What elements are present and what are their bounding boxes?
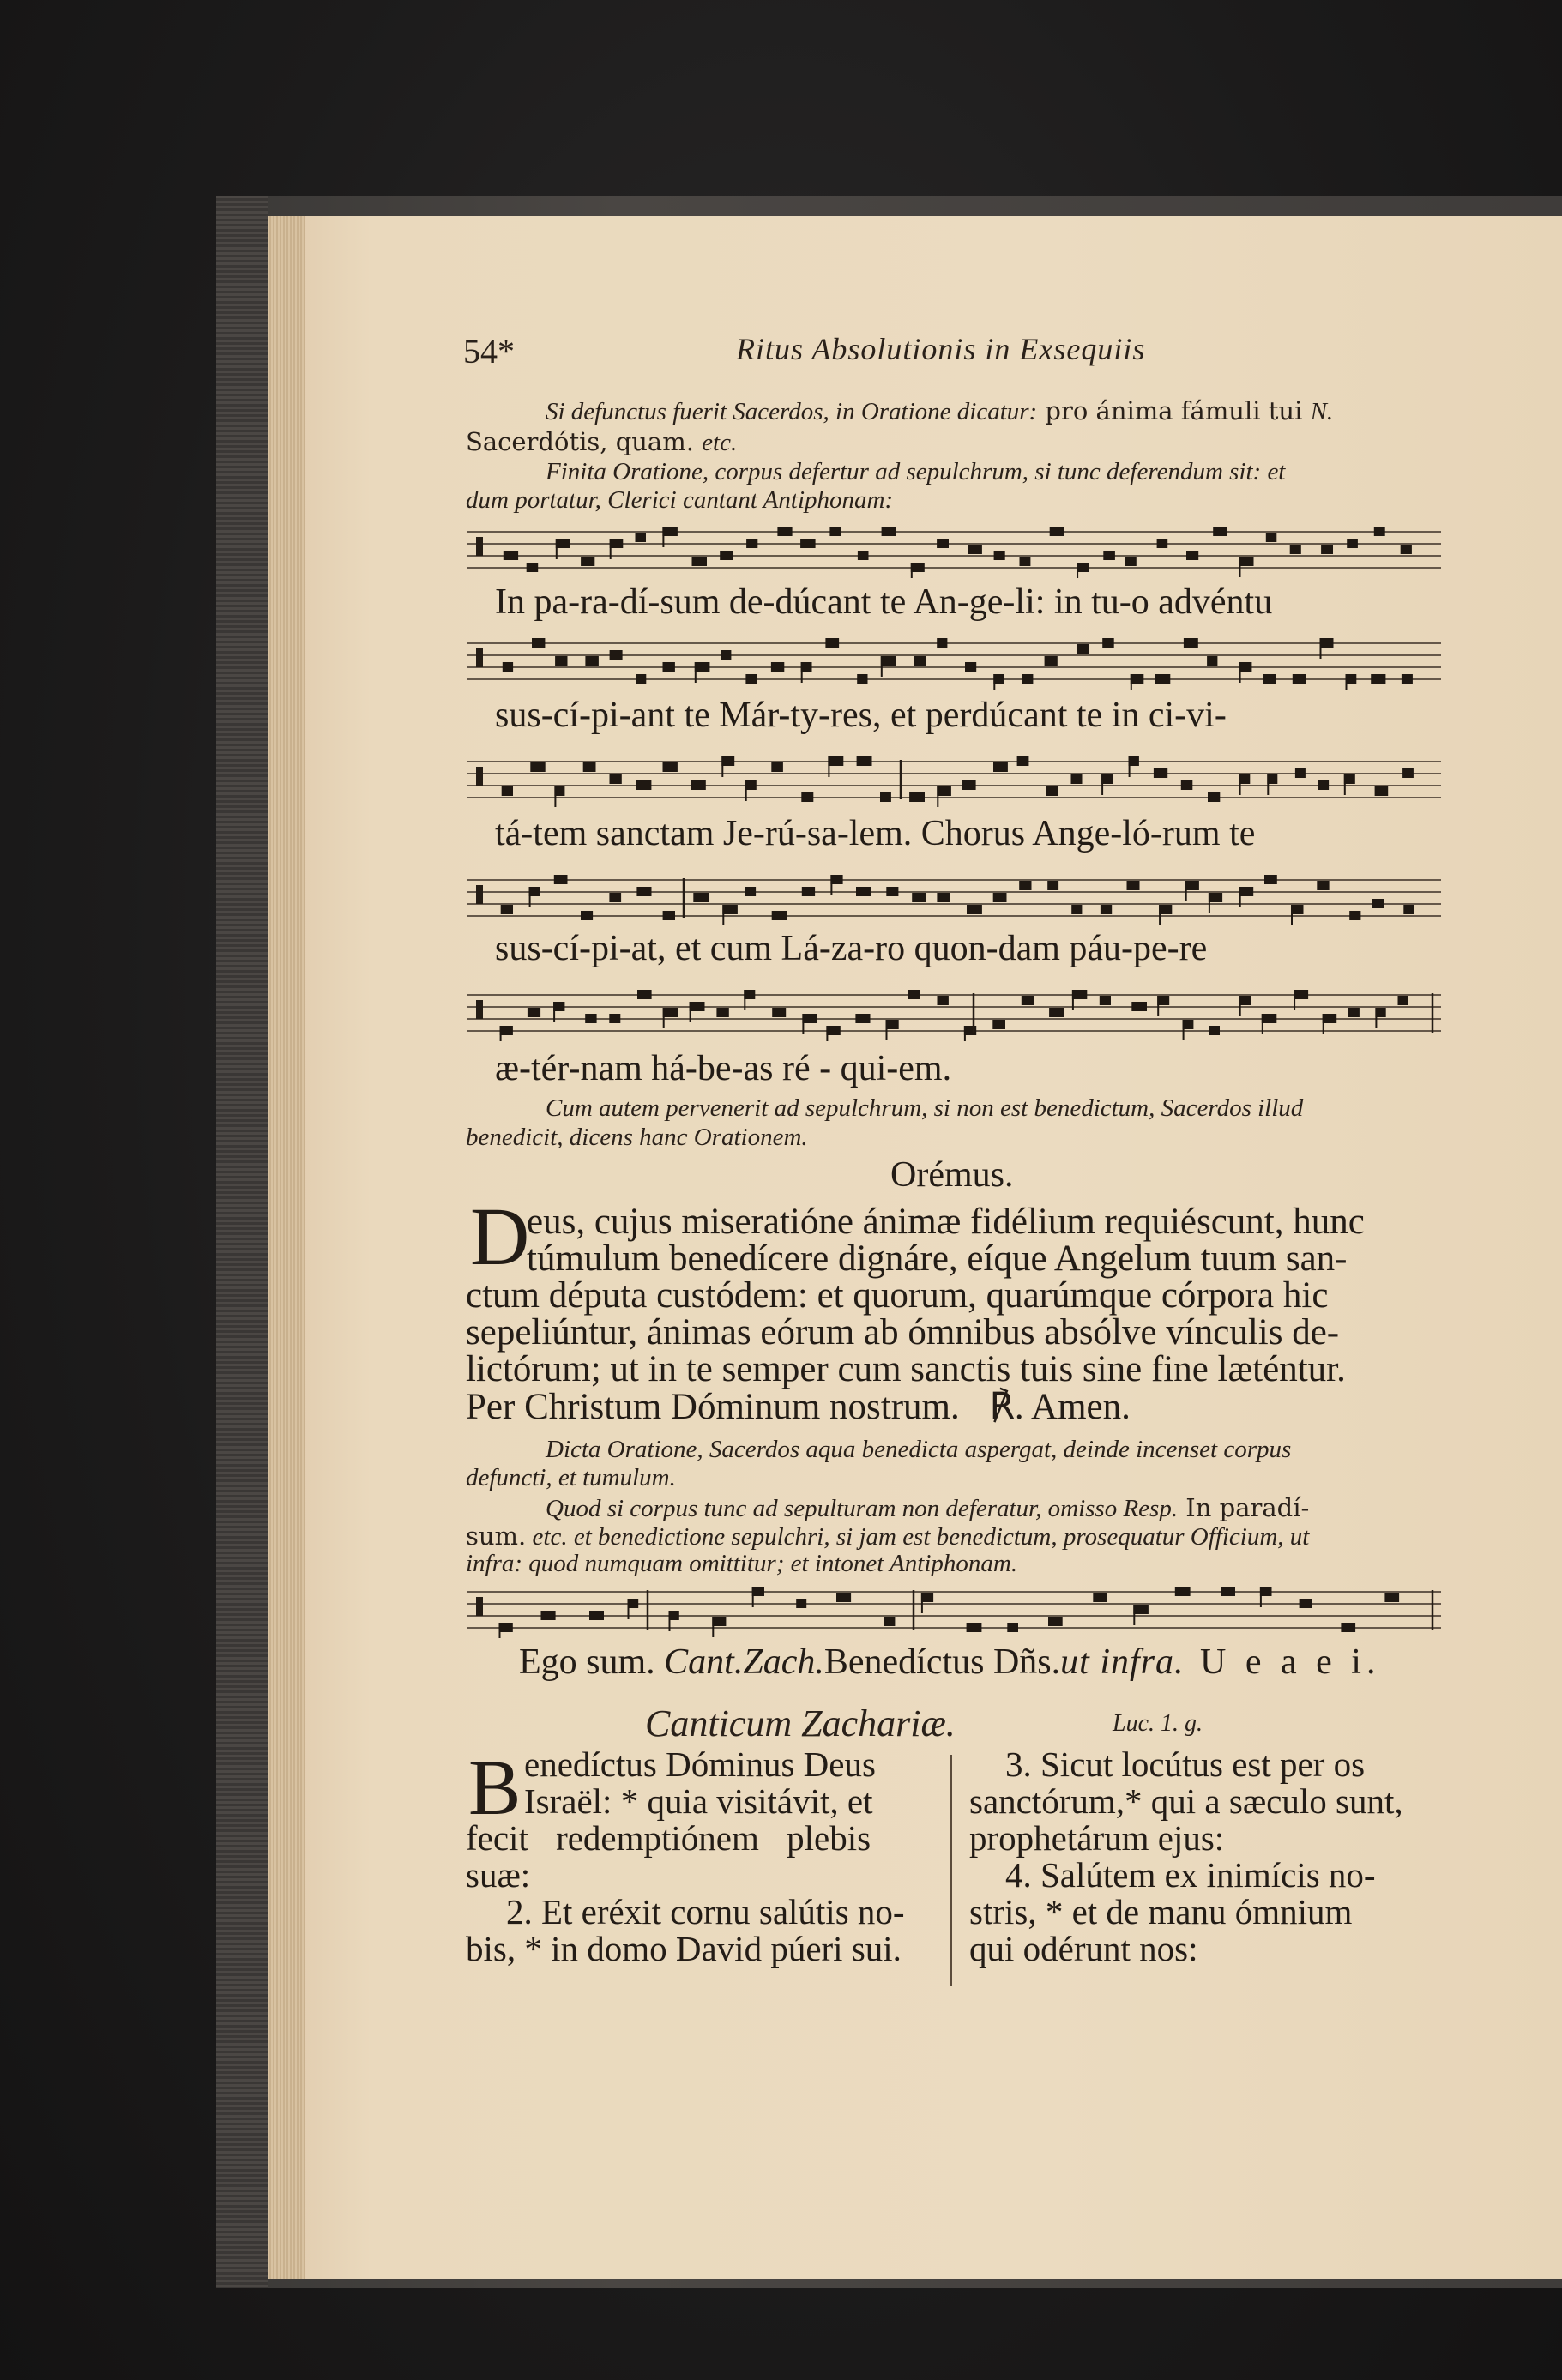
neume — [500, 1026, 513, 1035]
rubric-4-line1: Dicta Oratione, Sacerdos aqua benedicta aspergat, deinde incenset corpus — [546, 1436, 1292, 1463]
neume — [663, 911, 675, 920]
neume — [555, 656, 567, 666]
neume — [692, 557, 708, 566]
prayer-line-6 — [466, 1385, 1131, 1428]
canticle-right-2: sanctórum,* qui a sæculo sunt, — [969, 1781, 1403, 1821]
neume — [1290, 545, 1301, 554]
neume — [914, 656, 926, 666]
neume — [1401, 545, 1412, 554]
neume — [1077, 563, 1089, 572]
neume — [721, 756, 734, 766]
neume — [1239, 662, 1252, 672]
neume — [1398, 996, 1408, 1005]
neume — [1175, 1587, 1191, 1596]
neume — [1374, 527, 1385, 536]
rubric-5-line1 — [546, 1493, 1309, 1523]
neume — [636, 780, 652, 790]
antiphon-cant-zach: Cant.Zach. — [664, 1642, 824, 1682]
canticle-left-3: fecit redemptiónem plebis — [466, 1818, 871, 1858]
clef-mark — [476, 1597, 483, 1616]
neume — [585, 1014, 596, 1023]
neume — [1295, 768, 1306, 778]
clef-mark — [476, 767, 483, 786]
neume — [1022, 996, 1034, 1005]
neume — [1239, 557, 1254, 566]
neume — [636, 533, 647, 542]
neume — [1293, 674, 1306, 684]
neume — [938, 996, 949, 1005]
antiphon-benedictus: Benedíctus Dñs. — [823, 1642, 1061, 1682]
antiphon-ut-infra: ut infra. — [1060, 1642, 1185, 1682]
neume — [880, 792, 891, 802]
neume — [662, 527, 678, 536]
neume — [911, 563, 925, 572]
neume — [1291, 905, 1304, 914]
neume — [1294, 990, 1308, 999]
neume — [1127, 881, 1140, 890]
clef-mark — [476, 648, 483, 667]
rubric-3-line2: benedicit, dicens hanc Orationem. — [466, 1124, 808, 1151]
neume — [1047, 881, 1058, 890]
neume — [1262, 1014, 1277, 1023]
neume — [1321, 545, 1333, 554]
neume — [772, 1008, 786, 1017]
neume — [858, 551, 869, 560]
neume — [1320, 638, 1334, 648]
rubric-5-line2-italic: etc. et benedictione sepulchri, si jam est benedictum, prosequatur Officium, ut — [526, 1523, 1310, 1551]
neume — [1184, 638, 1198, 648]
neume — [1071, 774, 1083, 784]
neume — [886, 1020, 899, 1029]
neume — [501, 905, 513, 914]
neume — [720, 551, 733, 560]
neume — [636, 674, 646, 684]
neume — [921, 1593, 933, 1602]
chant-lyrics-2: sus-cí-pi-ant te Már-ty-res, et perdúcant te in ci-vi- — [495, 696, 1227, 735]
neume — [937, 786, 951, 796]
neume — [1022, 674, 1033, 684]
neume — [663, 662, 675, 672]
neume — [752, 1587, 764, 1596]
neume — [663, 1008, 678, 1017]
prayer-line-2: túmulum benedícere dignáre, eíque Angelum tuum san- — [527, 1238, 1348, 1279]
neume — [581, 911, 593, 920]
neume — [1101, 905, 1112, 914]
chant-staff-2 — [467, 636, 1441, 690]
neume — [1159, 905, 1172, 914]
canticle-left-5: 2. Et eréxit cornu salútis no- — [506, 1892, 905, 1931]
neume — [610, 539, 624, 548]
neume — [1072, 990, 1087, 999]
neume — [745, 887, 756, 896]
neume — [503, 662, 513, 672]
neume — [937, 638, 947, 648]
neume — [1100, 996, 1111, 1005]
oremus-heading: Orémus. — [890, 1155, 1014, 1195]
running-title: Ritus Absolutionis in Exsequiis — [736, 332, 1146, 366]
neume — [1300, 1599, 1312, 1608]
neume — [636, 887, 651, 896]
book-spine — [216, 196, 268, 2288]
neume — [937, 539, 949, 548]
neume — [745, 674, 757, 684]
neume — [829, 527, 841, 536]
neume — [967, 1623, 982, 1632]
neume — [1102, 638, 1114, 648]
neume — [993, 762, 1008, 772]
neume — [828, 756, 843, 766]
rubric-5-line1-italic: Quod si corpus tunc ad sepulturam non deferatur, omisso Resp. — [546, 1495, 1179, 1522]
rubric-3-line1: Cum autem pervenerit ad sepulchrum, si non est benedictum, Sacerdos illud — [546, 1094, 1304, 1122]
canticle-dropcap: B — [468, 1744, 522, 1831]
prayer-line-4: sepeliúntur, ánimas eórum ab ómnibus absólve vínculis de- — [466, 1312, 1340, 1353]
canticle-right-4: 4. Salútem ex inimícis no- — [1005, 1855, 1376, 1895]
rubric-2-line1: Finita Oratione, corpus defertur ad sepulchrum, si tunc deferendum sit: et — [546, 458, 1286, 485]
neume — [908, 990, 920, 999]
neume — [967, 905, 982, 914]
neume — [993, 893, 1007, 902]
rubric-1-line2-roman: Sacerdótis, quam. — [466, 427, 694, 456]
neume — [777, 527, 792, 536]
neume — [1209, 893, 1222, 902]
rubric-5-line2 — [466, 1521, 1309, 1552]
neume — [882, 527, 896, 536]
chant-staff-1 — [467, 525, 1441, 578]
neume — [1372, 899, 1384, 908]
neume — [796, 1599, 806, 1608]
neume — [610, 774, 622, 784]
neume — [532, 638, 545, 648]
neume — [801, 792, 813, 802]
chant-staff-4 — [467, 873, 1441, 926]
prayer-line-5: lictórum; ut in te semper cum sanctis tuis sine fine læténtur. — [466, 1349, 1346, 1389]
neume — [589, 1611, 604, 1620]
neume — [886, 887, 898, 896]
canticle-right-3: prophetárum ejus: — [969, 1818, 1225, 1858]
neume — [1371, 674, 1385, 684]
neume — [637, 990, 652, 999]
neume — [1239, 996, 1251, 1005]
neume — [530, 762, 545, 772]
neume — [1046, 786, 1058, 796]
neume — [855, 1014, 870, 1023]
antiphon-text — [519, 1642, 1380, 1683]
neume — [1264, 875, 1277, 884]
neume — [1133, 1605, 1149, 1614]
canticle-column-divider — [950, 1755, 952, 1986]
chant-lyrics-1: In pa-ra-dí-sum de-dúcant te An-ge-li: in tu-o advéntu — [495, 582, 1273, 622]
rubric-5-line2-roman: sum. — [466, 1521, 527, 1551]
neume — [610, 650, 623, 660]
page-edges — [268, 216, 305, 2279]
rubric-4-line2: defuncti, et tumulum. — [466, 1464, 676, 1491]
neume — [1349, 911, 1360, 920]
rubric-1-italic: Si defunctus fuerit Sacerdos, in Oratione dicatur: — [546, 398, 1038, 425]
neume — [802, 1014, 817, 1023]
chant-lyrics-4: sus-cí-pi-at, et cum Lá-za-ro quon-dam páu-pe-re — [495, 929, 1208, 968]
neume — [581, 557, 594, 566]
neume — [1093, 1593, 1107, 1602]
rubric-2-line2: dum portatur, Clerici cantant Antiphonam: — [466, 486, 894, 514]
neume — [856, 887, 871, 896]
neume — [1263, 674, 1276, 684]
rubric-5-line3: infra: quod numquam omittitur; et intonet Antiphonam. — [466, 1550, 1018, 1577]
neume — [937, 893, 950, 902]
neume — [1017, 756, 1029, 766]
neume — [1266, 533, 1277, 542]
rubric-5-line1-roman: In paradí- — [1178, 1493, 1310, 1522]
neume — [1020, 557, 1031, 566]
neume — [825, 638, 839, 648]
neume — [802, 887, 815, 896]
prayer-response: ℟. Amen. — [989, 1387, 1131, 1427]
neume — [1186, 551, 1198, 560]
neume — [721, 650, 731, 660]
neume — [1157, 539, 1168, 548]
neume — [965, 662, 976, 672]
canticle-right-6: qui odérunt nos: — [969, 1929, 1198, 1968]
neume — [1209, 1026, 1220, 1035]
neume — [1323, 1014, 1337, 1023]
neume — [909, 792, 925, 802]
neume — [583, 762, 596, 772]
neume — [1071, 905, 1082, 914]
antiphon-vowels: U e a e i. — [1200, 1642, 1381, 1682]
canticle-left-4: suæ: — [466, 1855, 531, 1895]
neume — [527, 563, 539, 572]
neume — [1260, 1587, 1272, 1596]
neume — [884, 1617, 896, 1626]
neume — [499, 1623, 513, 1632]
clef-mark — [476, 1000, 483, 1019]
neume — [1348, 1008, 1360, 1017]
neume — [1341, 1623, 1355, 1632]
neume — [1101, 774, 1113, 784]
canticle-right-1: 3. Sicut locútus est per os — [1005, 1744, 1366, 1784]
canticle-left-6: bis, * in domo David púeri sui. — [466, 1929, 902, 1968]
neume — [836, 1593, 851, 1602]
neume — [690, 1002, 705, 1011]
neume — [857, 674, 867, 684]
canticle-left-1: enedíctus Dóminus Deus — [524, 1744, 876, 1784]
neume — [1317, 881, 1329, 890]
neume — [746, 539, 757, 548]
neume — [609, 1014, 620, 1023]
clef-mark — [476, 537, 483, 556]
canticle-left-2: Israël: * quia visitávit, et — [524, 1781, 873, 1821]
chant-staff-5 — [467, 988, 1441, 1041]
neume — [1077, 644, 1089, 654]
neume — [826, 1026, 840, 1035]
neume — [663, 762, 678, 772]
neume — [912, 893, 926, 902]
neume — [994, 551, 1005, 560]
prayer-dropcap: D — [470, 1190, 530, 1282]
neume — [556, 539, 570, 548]
neume — [1347, 539, 1358, 548]
neume — [712, 1617, 726, 1626]
neume — [609, 893, 621, 902]
clef-mark — [476, 885, 483, 904]
neume — [585, 656, 599, 666]
rubric-1-n: N. — [1310, 398, 1334, 425]
neume — [541, 1611, 556, 1620]
prayer-conclusion: Per Christum Dóminum nostrum. — [466, 1387, 960, 1427]
neume — [1019, 881, 1031, 890]
chant-staff-3 — [467, 755, 1441, 808]
neume — [695, 662, 710, 672]
neume — [1007, 1623, 1018, 1632]
rubric-1-line2 — [466, 427, 737, 457]
neume — [1155, 674, 1171, 684]
rubric-1-etc: etc. — [702, 429, 738, 456]
neume — [554, 875, 568, 884]
neume — [962, 780, 976, 790]
neume — [881, 656, 896, 666]
page-number: 54* — [463, 332, 515, 371]
neume — [771, 662, 784, 672]
neume — [1318, 780, 1329, 790]
neume — [1131, 674, 1144, 684]
neume — [771, 762, 783, 772]
neume — [992, 1020, 1005, 1029]
neume — [1157, 996, 1169, 1005]
neume — [772, 911, 787, 920]
neume — [1103, 551, 1115, 560]
neume — [1213, 527, 1227, 536]
neume — [1048, 1617, 1063, 1626]
antiphon-ego-sum: Ego sum. — [519, 1642, 655, 1682]
chant-lyrics-5: æ-tér-nam há-be-as ré - qui-em. — [495, 1049, 952, 1088]
neume — [1049, 1008, 1064, 1017]
neume — [968, 545, 982, 554]
neume — [1050, 527, 1064, 536]
chant-lyrics-3: tá-tem sanctam Je-rú-sa-lem. Chorus Ange-ló-rum te — [495, 814, 1256, 853]
neume — [1181, 780, 1193, 790]
neume — [1045, 656, 1058, 666]
neume — [504, 551, 518, 560]
neume — [502, 786, 513, 796]
neume — [857, 756, 872, 766]
neume — [1125, 557, 1137, 566]
canticle-title: Canticum Zachariæ. — [645, 1702, 956, 1744]
canticle-reference: Luc. 1. g. — [1113, 1710, 1203, 1737]
prayer-line-1: eus, cujus miseratióne ánimæ fidélium requiéscunt, hunc — [527, 1202, 1365, 1242]
neume — [1375, 786, 1389, 796]
neume — [693, 893, 709, 902]
neume — [1131, 1002, 1147, 1011]
neume — [830, 875, 842, 884]
neume — [1221, 1587, 1235, 1596]
rubric-1 — [546, 396, 1333, 426]
neume — [1154, 768, 1167, 778]
neume — [722, 905, 738, 914]
neume — [1208, 792, 1220, 802]
neume — [1239, 887, 1254, 896]
neume — [528, 1008, 540, 1017]
canticle-right-5: stris, * et de manu ómnium — [969, 1892, 1353, 1931]
neume — [1185, 881, 1199, 890]
neume — [800, 539, 816, 548]
neume — [1402, 768, 1414, 778]
antiphon-staff — [467, 1585, 1441, 1638]
rubric-1-roman: pro ánima fámuli tui — [1037, 396, 1303, 425]
neume — [691, 780, 706, 790]
neume — [716, 1008, 728, 1017]
neume — [1384, 1593, 1399, 1602]
prayer-line-3: ctum députa custódem: et quorum, quarúmque córpora hic — [466, 1275, 1329, 1316]
neume — [1403, 905, 1414, 914]
neume — [1207, 656, 1217, 666]
neume — [1402, 674, 1413, 684]
